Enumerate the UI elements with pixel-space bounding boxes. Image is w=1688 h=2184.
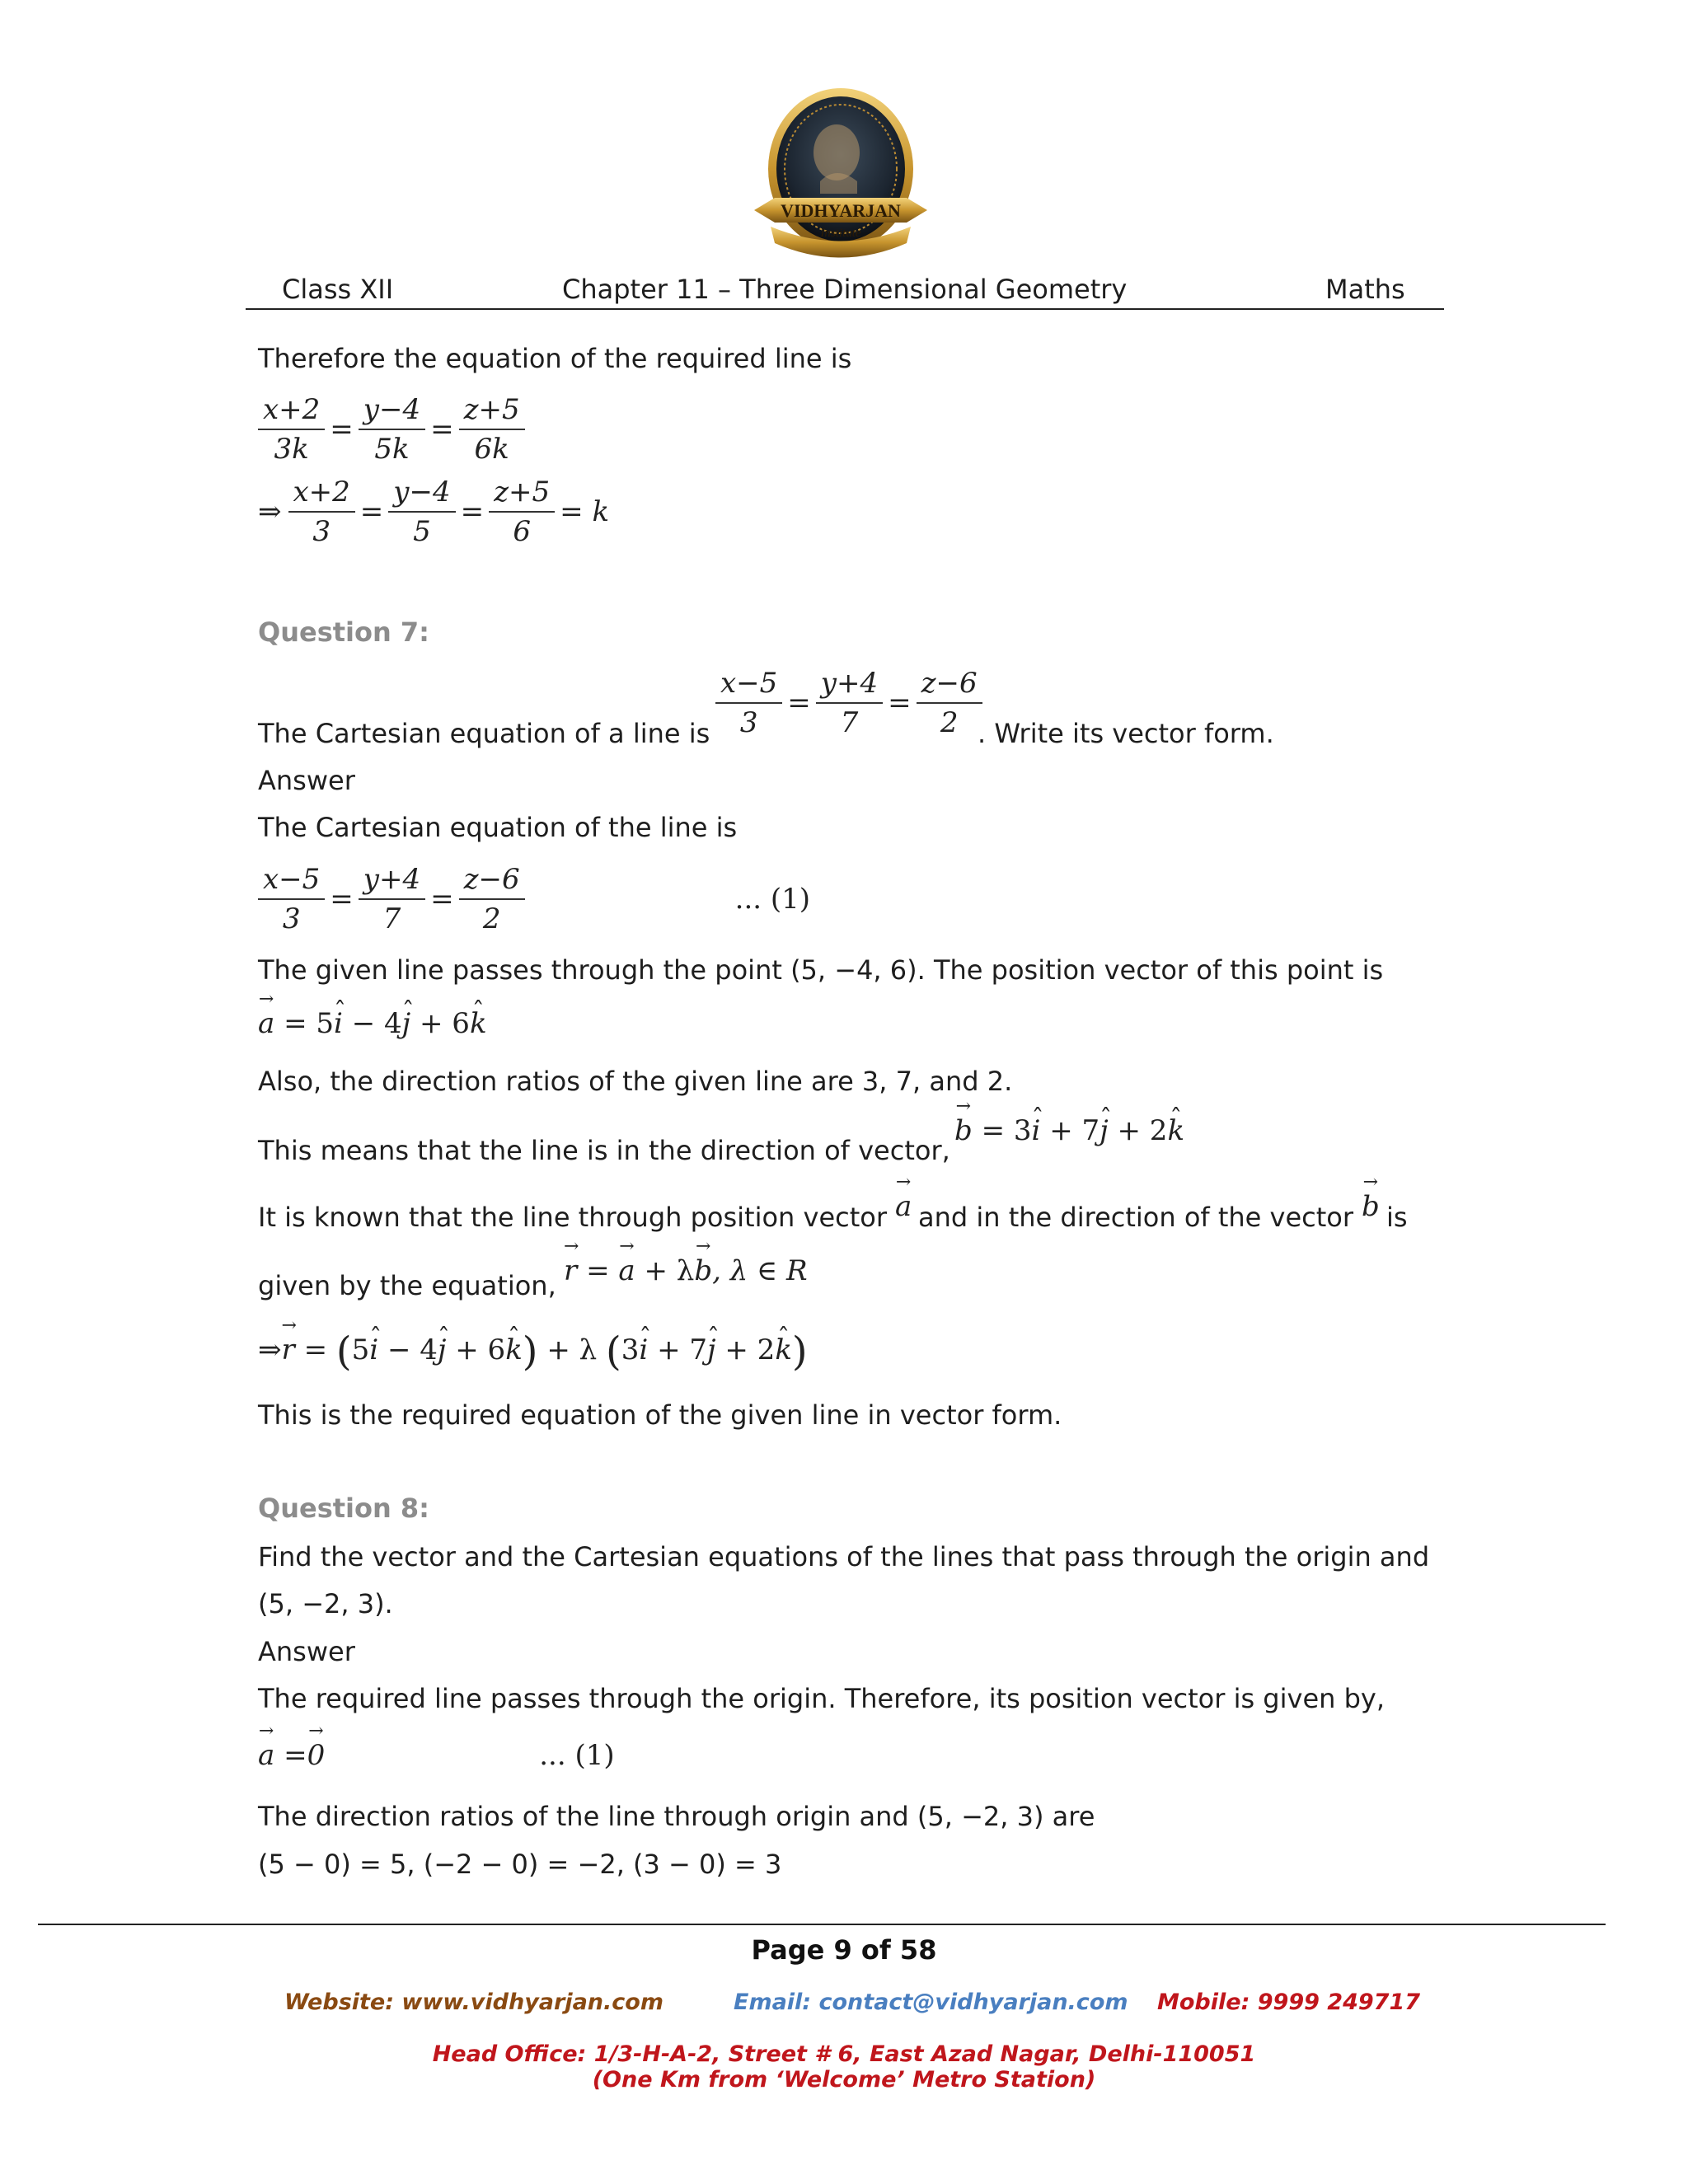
footer-office-landmark: (One Km from ‘Welcome’ Metro Station) xyxy=(592,2067,1096,2093)
header-subject: Maths xyxy=(1325,274,1405,305)
equation-row-1: $\frac{x+2}{3k}$ = $\frac{y-4}{5k}$ = $\frac{z+5}{6k}$ xyxy=(258,392,525,466)
q7-line-5a: It is known that the line through position vector xyxy=(258,1202,887,1233)
q7-line-6: given by the equation, xyxy=(258,1270,556,1301)
footer-office: Head Office: 1/3-H-A-2, Street # 6, East Azad Nagar, Delhi-110051 xyxy=(432,2041,1256,2067)
q7-line-3: Also, the direction ratios of the given line are 3, 7, and 2. xyxy=(258,1066,1013,1097)
question-7-heading: Question 7: xyxy=(258,616,429,648)
position-vector-a: → a = 5ˆ i − 4ˆ j + 6ˆ k xyxy=(258,1007,487,1040)
equation-row-2: ⇒ $\frac{x+2}{3}$ = $\frac{y-4}{5}$ = $\frac{z+5}{6}$ = k xyxy=(258,476,610,548)
q7-line-2: The given line passes through the point (5, −4, 6). The position vector of this point is xyxy=(258,954,1384,986)
q7-text-pre: The Cartesian equation of a line is xyxy=(258,718,710,749)
footer-website[interactable]: Website: www.vidhyarjan.com xyxy=(284,1990,663,2015)
q7-text-post: . Write its vector form. xyxy=(978,718,1274,749)
final-vector-equation: ⇒→ r = (5ˆ i − 4ˆ j + 6ˆ k) + λ (3ˆ i + 7ˆ j + 2ˆ k) xyxy=(258,1329,808,1375)
footer-rule xyxy=(38,1924,1606,1925)
inline-vector-a: → a xyxy=(895,1190,912,1223)
footer-mobile: Mobile: 9999 249717 xyxy=(1157,1990,1421,2015)
q7-equation-1: $\frac{x-5}{3}$ = $\frac{y+4}{7}$ = $\frac{z-6}{2}$ ... (1) xyxy=(258,862,810,936)
q7-line-5c: is xyxy=(1386,1202,1408,1233)
q8-line-5: (5 − 0) = 5, (−2 − 0) = −2, (3 − 0) = 3 xyxy=(258,1849,782,1880)
header-rule xyxy=(246,308,1444,310)
inline-vector-b: → b xyxy=(1362,1190,1380,1223)
line-vector-equation: → r = → a + λ→ b, λ ∈ R xyxy=(564,1254,808,1287)
q8-line-2: (5, −2, 3). xyxy=(258,1588,393,1619)
equation-tag: ... (1) xyxy=(734,883,811,916)
direction-vector-b: → b = 3ˆ i + 7ˆ j + 2ˆ k xyxy=(954,1114,1184,1147)
intro-line: Therefore the equation of the required line is xyxy=(258,343,852,374)
header-class: Class XII xyxy=(282,274,394,305)
zero-vector-equation: → a = → 0 ... (1) xyxy=(258,1739,615,1772)
logo-text-sub: Institute xyxy=(820,227,861,240)
q7-line-4: This means that the line is in the direction of vector, xyxy=(258,1135,950,1166)
question-8-heading: Question 8: xyxy=(258,1493,429,1524)
footer-email[interactable]: Email: contact@vidhyarjan.com xyxy=(734,1990,1128,2015)
institute-logo xyxy=(738,87,944,276)
equation-tag: ... (1) xyxy=(539,1739,615,1772)
q8-line-4: The direction ratios of the line through origin and (5, −2, 3) are xyxy=(258,1801,1095,1832)
header-chapter: Chapter 11 – Three Dimensional Geometry xyxy=(562,274,1128,305)
q7-cartesian-fraction: $\frac{x-5}{3}$ = $\frac{y+4}{7}$ = $\frac{z-6}{2}$ xyxy=(715,666,982,740)
q8-line-1: Find the vector and the Cartesian equations of the lines that pass through the origin and xyxy=(258,1541,1430,1572)
q7-line-1: The Cartesian equation of the line is xyxy=(258,812,738,843)
logo-text-main: VIDHYARJAN xyxy=(781,200,901,221)
q7-line-5b: and in the direction of the vector xyxy=(918,1202,1354,1233)
q7-line-7: This is the required equation of the given line in vector form. xyxy=(258,1399,1062,1431)
page-number: Page 9 of 58 xyxy=(751,1934,937,1966)
q8-line-3: The required line passes through the origin. Therefore, its position vector is given by, xyxy=(258,1683,1385,1714)
q8-answer-label: Answer xyxy=(258,1636,355,1667)
q7-answer-label: Answer xyxy=(258,765,355,796)
